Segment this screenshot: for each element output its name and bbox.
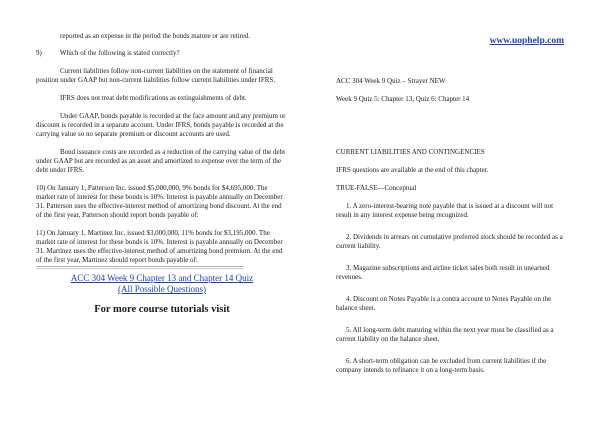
list-item: 4. Discount on Notes Payable is a contra account to Notes Payable on the balance sheet. (336, 295, 552, 312)
more-tutorials-heading: For more course tutorials visit (94, 304, 230, 315)
true-false-heading: TRUE-FALSE—Conceptual (336, 184, 417, 192)
question-10: 10) On January 1, Patterson Inc. issued $5,000,000, 9% bonds for $4,695,000. The market rate of interest for these bonds is 10%. Interest is payable annually on December 31. Patterson uses the effective-interest method of amortizing bond discount. At the end of the first year, Patterson should report bonds payable of: (36, 184, 283, 219)
list-item: 2. Dividends in arrears on cumulative preferred stock should be recorded as a current liability. (336, 233, 563, 250)
question-9 (36, 49, 288, 58)
option-d: Bond issuance costs are recorded as a reduction of the carrying value of the debt under GAAP but are recorded as an asset and amortized to expense over the term of the debt under IFRS. (36, 148, 286, 174)
option-b: IFRS does not treat debt modifications as extinguishments of debt. (60, 94, 247, 102)
list-item: 6. A short-term obligation can be excluded from current liabilities if the company intends to refinance it on a long-term basis. (336, 357, 547, 374)
question-11: 11) On January 1, Martinez Inc. issued $3,000,000, 11% bonds for $3,195,000. The market rate of interest for these bonds is 10%. Interest is payable annually on December 31. Martinez uses the effective-interest method of amortizing bond premium. At the end of the first year, Martinez should report bonds payable of: (36, 229, 283, 264)
option-a: Current liabilities follow non-current liabilities on the statement of financial position under GAAP but non-current liabilities follow current liabilities under IFRS. (36, 67, 276, 84)
section-title: CURRENT LIABILITIES AND CONTINGENCIES (336, 148, 485, 156)
question-9-number: 9) (36, 49, 42, 57)
question-9-text: Which of the following is stated correctly? (59, 49, 180, 57)
option-c: Under GAAP, bonds payable is recorded at the face amount and any premium or discount is recorded in a separate account. Under IFRS, bonds payable is recorded at the carrying value so no separate premium or discount accounts are used. (36, 112, 286, 138)
list-item: 3. Magazine subscriptions and airline ticket sales both result in unearned revenues. (336, 264, 550, 281)
quiz-subtitle: Week 9 Quiz 5: Chapter 13, Quiz 6: Chapter 14 (336, 95, 470, 103)
answer-continuation: reported as an expense in the period the bonds mature or are retired. (60, 32, 251, 40)
quiz-link[interactable]: ACC 304 Week 9 Chapter 13 and Chapter 14 Quiz (All Possible Questions) (70, 273, 254, 294)
true-false-list (336, 202, 564, 375)
site-link[interactable]: www.uophelp.com (489, 36, 564, 46)
separator-line: ============================================================ (36, 266, 243, 271)
ifrs-note: IFRS questions are available at the end of this chapter. (336, 166, 489, 174)
quiz-title: ACC 304 Week 9 Quiz – Strayer NEW (336, 77, 446, 85)
list-item: 5. All long-term debt maturing within the next year must be classified as a current liability on the balance sheet. (336, 326, 554, 343)
list-item: 1. A zero-interest-bearing note payable that is issued at a discount will not result in any interest expense being recognized. (336, 202, 554, 219)
right-page (300, 0, 600, 424)
